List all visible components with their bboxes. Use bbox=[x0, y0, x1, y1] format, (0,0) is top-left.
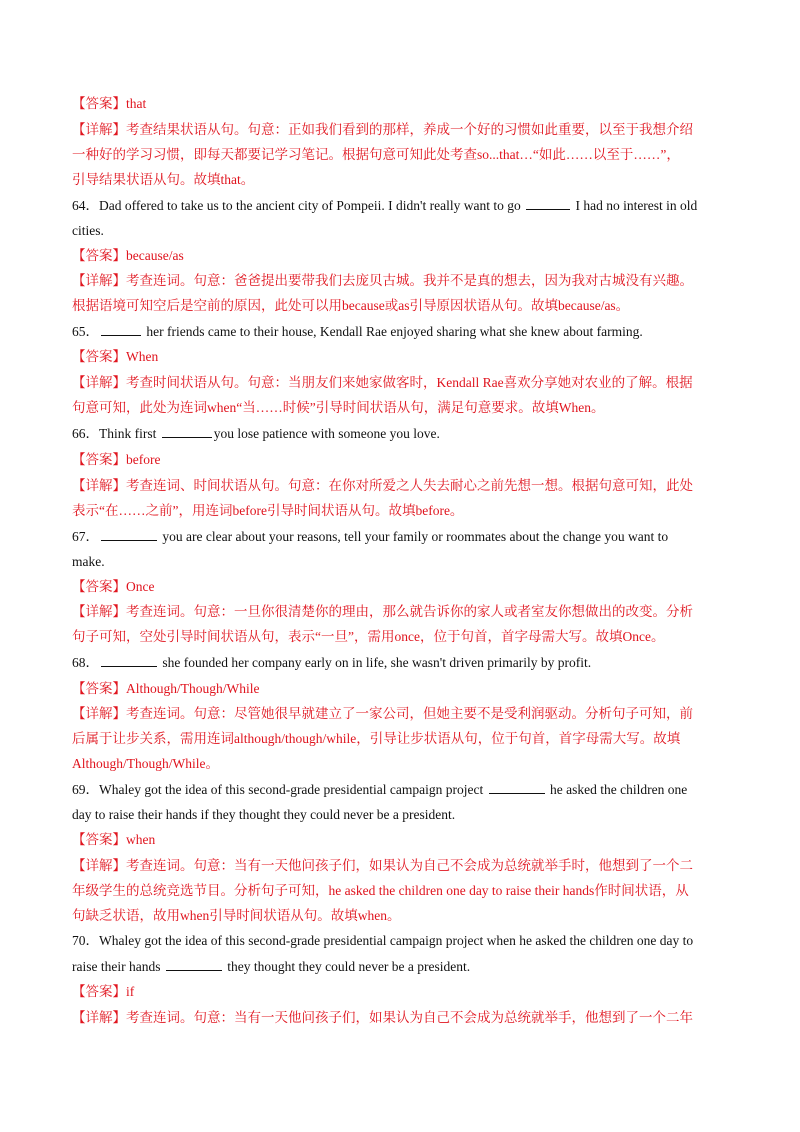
detail-69-line-1: 【详解】考查连词。句意：当有一天他问孩子们，如果认为自己不会成为总统就举手时，他想到了一个二 bbox=[72, 858, 693, 873]
detail-68-line-3: Although/Though/While。 bbox=[72, 756, 219, 771]
question-67-line-2: make. bbox=[72, 554, 105, 569]
answer-68: 【答案】Although/Though/While bbox=[72, 681, 260, 696]
question-68 bbox=[72, 654, 728, 672]
question-text: you are clear about your reasons, tell your family or roommates about the change you want to bbox=[162, 529, 669, 544]
question-number: 70． bbox=[72, 933, 99, 948]
question-number: 66． bbox=[72, 426, 99, 441]
answer-65: 【答案】When bbox=[72, 349, 159, 364]
answer-blank bbox=[101, 323, 141, 336]
question-text: they thought they could never be a president. bbox=[227, 959, 471, 974]
answer-blank bbox=[489, 781, 545, 794]
detail-66-line-1: 【详解】考查连词、时间状语从句。句意：在你对所爱之人失去耐心之前先想一想。根据句意可知，此处 bbox=[72, 478, 693, 493]
question-text: Dad offered to take us to the ancient city of Pompeii. I didn't really want to go bbox=[99, 198, 521, 213]
question-69-line-2: day to raise their hands if they thought they could never be a president. bbox=[72, 807, 456, 822]
question-text: Think first bbox=[99, 426, 157, 441]
question-text: she founded her company early on in life, she wasn't driven primarily by profit. bbox=[162, 655, 592, 670]
question-65 bbox=[72, 323, 728, 341]
answer-67: 【答案】Once bbox=[72, 579, 155, 594]
question-text: Whaley got the idea of this second-grade presidential campaign project bbox=[99, 782, 484, 797]
answer-blank bbox=[162, 425, 212, 438]
detail-69-line-3: 句缺乏状语，故用when引导时间状语从句。故填when。 bbox=[72, 908, 401, 923]
question-number: 67． bbox=[72, 529, 99, 544]
question-number: 64． bbox=[72, 198, 99, 213]
question-67 bbox=[72, 528, 728, 546]
answer-blank bbox=[166, 958, 222, 971]
detail-65-line-2: 句意可知，此处为连词when“当……时候”引导时间状语从句，满足句意要求。故填When。 bbox=[72, 400, 605, 415]
detail-66-line-2: 表示“在……之前”，用连词before引导时间状语从句。故填before。 bbox=[72, 503, 464, 518]
question-69 bbox=[72, 781, 728, 799]
answer-64: 【答案】because/as bbox=[72, 248, 184, 263]
detail-64-line-2: 根据语境可知空后是空前的原因，此处可以用because或as引导原因状语从句。故填because/as。 bbox=[72, 298, 630, 313]
question-text: he asked the children one bbox=[549, 782, 688, 797]
answer-blank bbox=[526, 197, 570, 210]
answer-69: 【答案】when bbox=[72, 832, 156, 847]
question-64 bbox=[72, 197, 728, 215]
question-number: 65． bbox=[72, 324, 99, 339]
question-text: you lose patience with someone you love. bbox=[213, 426, 440, 441]
question-70 bbox=[72, 932, 728, 950]
answer-70: 【答案】if bbox=[72, 984, 135, 999]
question-66 bbox=[72, 425, 728, 443]
question-text: Whaley got the idea of this second-grade presidential campaign project when he asked the children one day to bbox=[99, 933, 694, 948]
question-70-line-2 bbox=[72, 958, 728, 976]
detail-64-line-1: 【详解】考查连词。句意：爸爸提出要带我们去庞贝古城。我并不是真的想去，因为我对古城没有兴趣。 bbox=[72, 273, 693, 288]
question-64-line-2: cities. bbox=[72, 223, 104, 238]
question-text: her friends came to their house, Kendall Rae enjoyed sharing what she knew about farming. bbox=[146, 324, 643, 339]
detail-68-line-2: 后属于让步关系，需用连词although/though/while，引导让步状语从句，位于句首，首字母需大写。故填 bbox=[72, 731, 681, 746]
detail-69-line-2: 年级学生的总统竞选节目。分析句子可知，he asked the children one day to raise their hands作时间状语，从 bbox=[72, 883, 689, 898]
detail-63-line-3: 引导结果状语从句。故填that。 bbox=[72, 172, 255, 187]
detail-63-line-1: 【详解】考查结果状语从句。句意：正如我们看到的那样，养成一个好的习惯如此重要，以至于我想介绍 bbox=[72, 122, 693, 137]
detail-68-line-1: 【详解】考查连词。句意：尽管她很早就建立了一家公司，但她主要不是受利润驱动。分析句子可知，前 bbox=[72, 706, 693, 721]
question-text: raise their hands bbox=[72, 959, 161, 974]
answer-66: 【答案】before bbox=[72, 452, 161, 467]
answer-blank bbox=[101, 654, 157, 667]
detail-67-line-2: 句子可知，空处引导时间状语从句，表示“一旦”，需用once，位于句首，首字母需大写。故填Once。 bbox=[72, 629, 665, 644]
question-number: 68． bbox=[72, 655, 99, 670]
answer-blank bbox=[101, 528, 157, 541]
detail-63-line-2: 一种好的学习习惯，即每天都要记学习笔记。根据句意可知此处考查so...that…“如此……以至于……”， bbox=[72, 147, 680, 162]
question-number: 69． bbox=[72, 782, 99, 797]
answer-63: 【答案】that bbox=[72, 96, 147, 111]
detail-70-line-1: 【详解】考查连词。句意：当有一天他问孩子们，如果认为自己不会成为总统就举手，他想到了一个二年 bbox=[72, 1010, 693, 1025]
detail-67-line-1: 【详解】考查连词。句意：一旦你很清楚你的理由，那么就告诉你的家人或者室友你想做出的改变。分析 bbox=[72, 604, 693, 619]
question-text: I had no interest in old bbox=[575, 198, 698, 213]
detail-65-line-1: 【详解】考查时间状语从句。句意：当朋友们来她家做客时，Kendall Rae喜欢分享她对农业的了解。根据 bbox=[72, 375, 693, 390]
